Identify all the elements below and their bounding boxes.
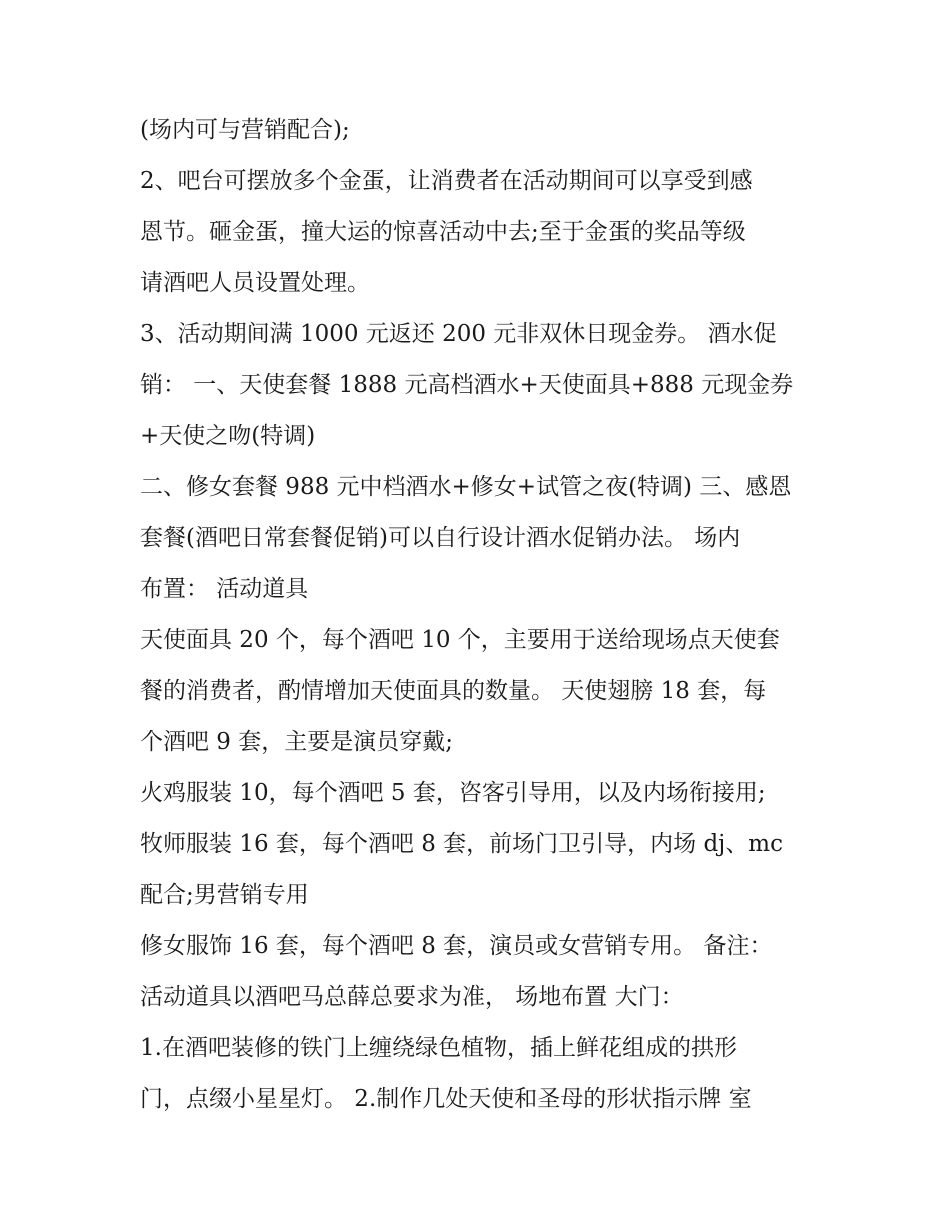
- document-body: [140, 105, 830, 1125]
- text-line: 二、修女套餐 988 元中档酒水+修女+试管之夜(特调) 三、感恩: [140, 474, 792, 500]
- text-line: 个酒吧 9 套，主要是演员穿戴;: [140, 729, 454, 755]
- text-line: 餐的消费者，酌情增加天使面具的数量。 天使翅膀 18 套，每: [140, 678, 767, 704]
- text-line: 请酒吧人员设置处理。: [140, 270, 370, 296]
- text-line: 套餐(酒吧日常套餐促销)可以自行设计酒水促销办法。 场内: [140, 525, 741, 551]
- text-line: 牧师服装 16 套，每个酒吧 8 套，前场门卫引导，内场 dj、mc: [140, 831, 784, 857]
- text-line: 3、活动期间满 1000 元返还 200 元非双休日现金券。 酒水促: [140, 321, 777, 347]
- text-line: 销： 一、天使套餐 1888 元高档酒水+天使面具+888 元现金券: [140, 372, 794, 398]
- text-line: 门，点缀小星星灯。 2.制作几处天使和圣母的形状指示牌 室: [140, 1086, 752, 1112]
- text-line: (场内可与营销配合);: [140, 117, 350, 143]
- text-line: 恩节。砸金蛋，撞大运的惊喜活动中去;至于金蛋的奖品等级: [140, 219, 746, 245]
- text-line: 配合;男营销专用: [140, 882, 309, 908]
- text-line: 活动道具以酒吧马总薛总要求为准， 场地布置 大门：: [140, 984, 684, 1010]
- text-line: 火鸡服装 10，每个酒吧 5 套，咨客引导用，以及内场衔接用;: [140, 780, 766, 806]
- text-line: +天使之吻(特调): [140, 423, 316, 449]
- text-line: 修女服饰 16 套，每个酒吧 8 套，演员或女营销专用。 备注：: [140, 933, 773, 959]
- text-line: 布置： 活动道具: [140, 576, 309, 602]
- text-line: 2、吧台可摆放多个金蛋，让消费者在活动期间可以享受到感: [140, 168, 753, 194]
- text-line: 天使面具 20 个，每个酒吧 10 个，主要用于送给现场点天使套: [140, 627, 780, 653]
- text-line: 1.在酒吧装修的铁门上缠绕绿色植物，插上鲜花组成的拱形: [140, 1035, 737, 1061]
